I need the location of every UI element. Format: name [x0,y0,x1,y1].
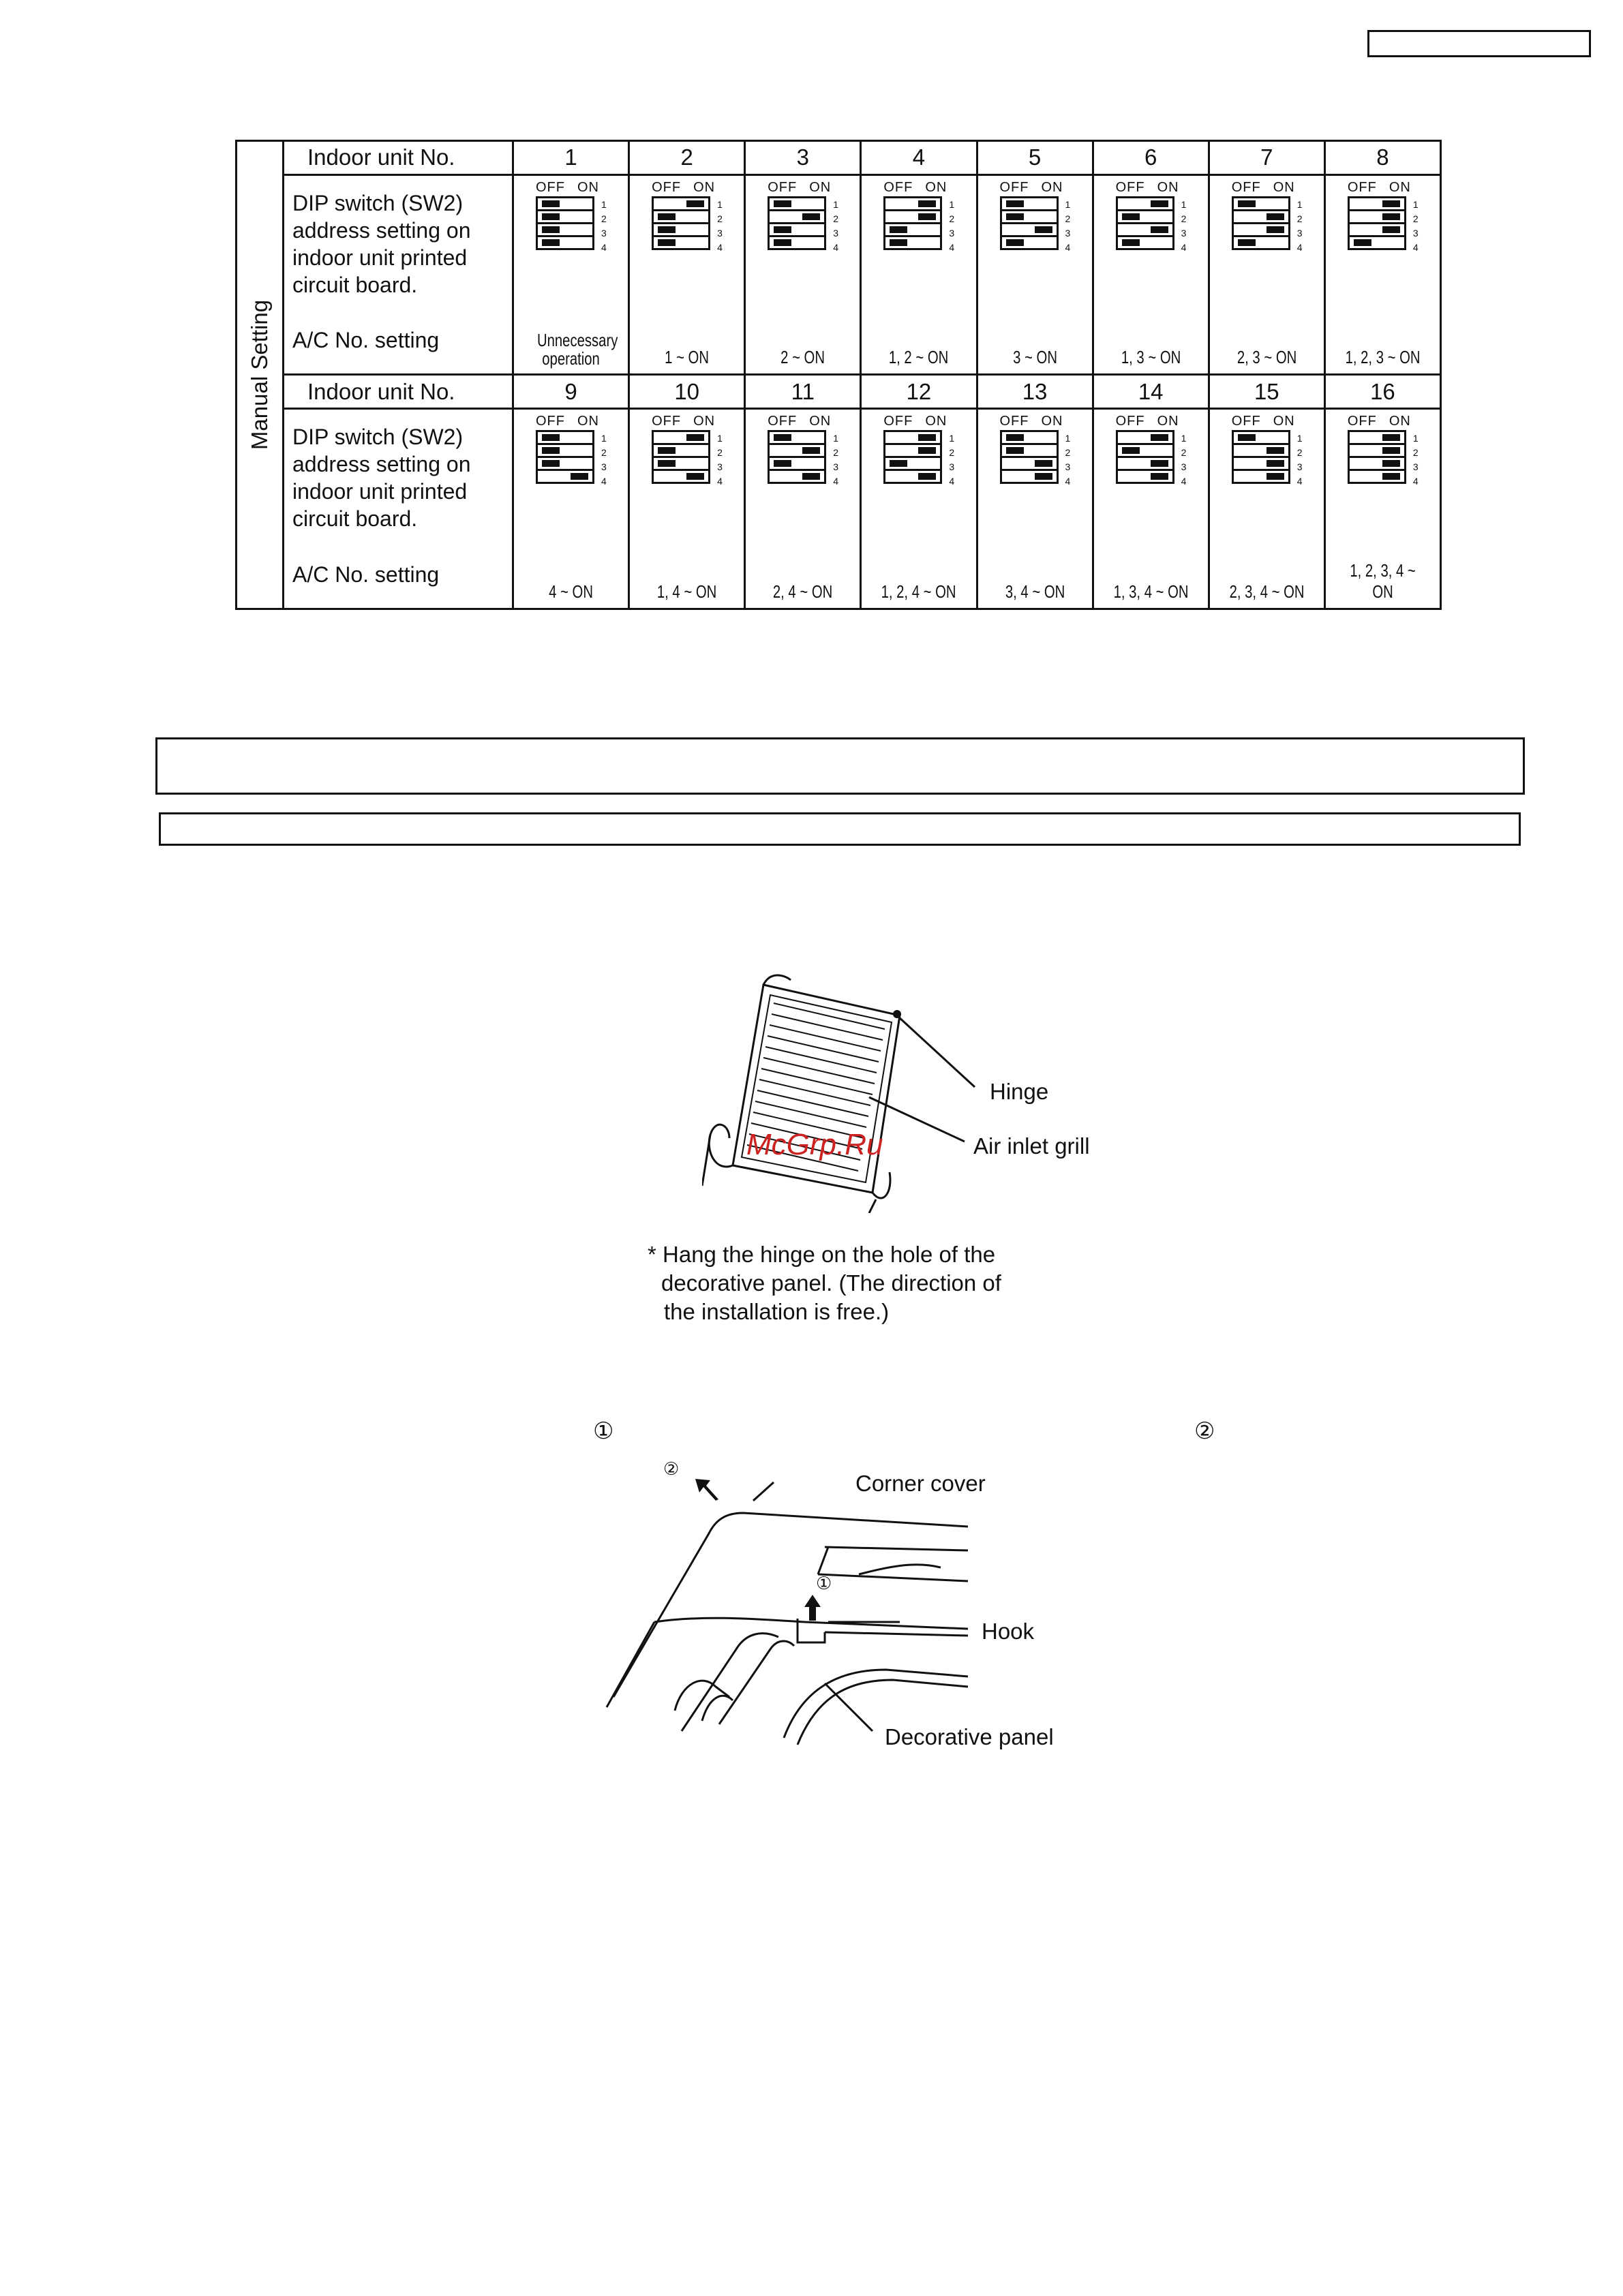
acno-setting-value: 4 ~ ON [549,581,593,602]
dip-switch-cell [513,174,629,375]
unit-no: 15 [1209,375,1324,409]
dip-switch-knob-on [1151,434,1168,441]
dip-switch-cell [1093,409,1209,609]
dip-switch-knob-off [542,239,560,246]
dip-switch-knob-off [658,213,676,220]
dip-switch-slot [1348,471,1406,484]
dip-switch-slot [1116,237,1174,250]
dip-switch-slot [1116,211,1174,224]
unit-no: 13 [977,375,1093,409]
dip-switch-slot [883,430,942,445]
off-on-label: OFF ON [999,414,1063,429]
dip-switch-knob-on [1035,460,1052,467]
dip-switch-slot [1232,445,1290,458]
off-on-label: OFF ON [1115,179,1179,195]
dip-switch-knob-on [1382,200,1400,207]
dip-switch-slot [536,211,594,224]
dip-switch-slot [652,445,710,458]
switch-digits: 1 2 3 4 [949,433,955,487]
unit-no: 10 [629,375,745,409]
dip-switch-knob-off [1354,239,1371,246]
dip-switch-slot [1000,471,1059,484]
switch-digits: 1 2 3 4 [717,198,723,253]
dip-switch-slot [1348,445,1406,458]
dip-switch-slot [1232,224,1290,237]
dip-switch-knob-off [1238,200,1256,207]
acno-setting-value: 1, 2, 3, 4 ~ ON [1350,560,1416,602]
corner-cover-label: Corner cover [855,1471,986,1496]
dip-switch-cell [861,174,977,375]
off-on-label: OFF ON [768,179,832,195]
dip-switch [768,430,826,484]
dip-switch-knob-on [1266,226,1284,233]
dip-switch-knob-on [1382,473,1400,480]
dip-switch-slot [883,196,942,211]
dip-switch-knob-on [1266,213,1284,220]
dip-switch-knob-on [686,473,704,480]
off-on-label: OFF ON [1347,179,1411,195]
off-on-label: OFF ON [1115,414,1179,429]
dip-switch-slot [1000,430,1059,445]
off-on-label: OFF ON [1231,414,1295,429]
dip-switch-knob-off [1006,434,1024,441]
dip-switch-knob-off [1006,200,1024,207]
dip-switch-cell [513,409,629,609]
dip-desc-line: address setting on [292,217,471,243]
dip-switch-slot [768,196,826,211]
dip-switch-cell [745,409,861,609]
dip-switch-slot [883,471,942,484]
dip-switch-slot [1000,237,1059,250]
off-on-label: OFF ON [536,414,599,429]
dip-switch-knob-on [1382,460,1400,467]
dip-switch-knob-off [658,447,676,454]
dip-switch-slot [883,237,942,250]
acno-label: A/C No. setting [292,328,440,353]
dip-desc-line: address setting on [292,452,471,477]
unit-no: 3 [745,141,861,175]
dip-desc-line: indoor unit printed [292,245,468,270]
dip-switch-knob-off [774,200,791,207]
dip-switch-knob-off [1238,239,1256,246]
dip-switch-knob-off [658,226,676,233]
dip-switch-cell [1093,174,1209,375]
acno-setting-value: Unnecessary operation [536,330,618,369]
dip-switch-knob-on [1035,473,1052,480]
dip-switch-slot [768,211,826,224]
switch-digits: 1 2 3 4 [833,198,839,253]
dip-switch-knob-off [542,447,560,454]
dip-switch-slot [768,458,826,471]
dip-switch-knob-on [918,434,936,441]
dip-switch-knob-on [1382,447,1400,454]
unit-no: 12 [861,375,977,409]
acno-setting-value: 2 ~ ON [780,347,825,368]
dip-switch-knob-on [1151,226,1168,233]
dip-switch-knob-off [774,239,791,246]
dip-switch-knob-off [1238,434,1256,441]
dip-description [284,174,513,375]
switch-digits: 1 2 3 4 [1412,198,1419,253]
dip-switch [536,196,594,250]
switch-digits: 1 2 3 4 [601,198,607,253]
unit-no: 6 [1093,141,1209,175]
off-on-label: OFF ON [1347,414,1411,429]
dip-row-1 [237,174,1441,375]
dip-switch-knob-on [802,213,820,220]
acno-setting-value: 1, 3, 4 ~ ON [1113,581,1189,602]
note-line: the installation is free.) [664,1299,890,1324]
dip-desc-line: DIP switch (SW2) [292,190,464,215]
dip-switch [768,196,826,250]
acno-setting-value: 3, 4 ~ ON [1005,581,1065,602]
unit-no: 14 [1093,375,1209,409]
dip-switch [1116,196,1174,250]
dip-switch-knob-on [1382,226,1400,233]
dip-switch-slot [768,430,826,445]
dip-switch-slot [768,237,826,250]
installation-note [648,1240,1001,1326]
dip-switch-slot [1348,237,1406,250]
switch-digits: 1 2 3 4 [1065,198,1071,253]
dip-switch-slot [1232,237,1290,250]
dip-switch-knob-on [918,447,936,454]
dip-switch-knob-off [542,200,560,207]
section-heading-box [155,737,1525,795]
dip-switch-slot [536,430,594,445]
dip-switch-cell [1209,409,1324,609]
dip-switch-knob-on [1151,473,1168,480]
dip-switch-slot [1348,458,1406,471]
acno-setting-value: 1, 3 ~ ON [1121,347,1181,368]
dip-switch-slot [1000,458,1059,471]
dip-switch-cell [861,409,977,609]
decorative-panel-label: Decorative panel [885,1724,1054,1749]
off-on-label: OFF ON [652,414,716,429]
dip-switch-slot [768,471,826,484]
dip-switch-knob-on [1151,200,1168,207]
unit-no: 16 [1324,375,1440,409]
subsection-heading-box [159,812,1521,846]
unit-number-row-1 [237,141,1441,175]
off-on-label: OFF ON [883,414,947,429]
dip-switch-cell [745,174,861,375]
hook-label: Hook [982,1619,1035,1644]
dip-switch-slot [883,445,942,458]
air-inlet-grill-label: Air inlet grill [973,1133,1090,1159]
dip-switch [1348,430,1406,484]
dip-switch-knob-on [1035,226,1052,233]
dip-switch-slot [536,237,594,250]
step-2-marker: ② [1194,1418,1215,1444]
dip-switch-slot [1116,445,1174,458]
note-line: decorative panel. (The direction of [661,1270,1001,1296]
header-box [1367,30,1591,57]
dip-switch-slot [883,458,942,471]
watermark: McGrp.Ru [746,1128,883,1161]
dip-switch [1232,430,1290,484]
dip-switch-slot [768,224,826,237]
dip-switch [1000,430,1059,484]
dip-switch-knob-off [542,226,560,233]
dip-description [284,409,513,609]
dip-switch-slot [536,445,594,458]
unit-no: 5 [977,141,1093,175]
dip-switch-knob-on [571,473,588,480]
dip-switch-table [235,140,1442,610]
acno-label: A/C No. setting [292,562,440,587]
dip-switch-knob-off [542,434,560,441]
dip-switch-slot [652,211,710,224]
dip-switch-slot [1000,196,1059,211]
dip-switch-slot [1116,196,1174,211]
dip-switch-knob-off [658,239,676,246]
dip-switch-cell [977,409,1093,609]
dip-switch-slot [536,196,594,211]
dip-switch-cell [1324,174,1440,375]
dip-switch [536,430,594,484]
dip-desc-line: circuit board. [292,506,418,532]
dip-switch-knob-off [1122,213,1140,220]
dip-row-2 [237,409,1441,609]
acno-setting-value: 1 ~ ON [665,347,710,368]
off-on-label: OFF ON [768,414,832,429]
air-inlet-grill-figure [702,968,1152,1213]
dip-switch-cell [1324,409,1440,609]
dip-switch-slot [536,224,594,237]
dip-switch-knob-on [918,200,936,207]
dip-switch-knob-off [890,239,907,246]
dip-switch-knob-on [802,447,820,454]
dip-switch [1348,196,1406,250]
off-on-label: OFF ON [999,179,1063,195]
dip-switch-knob-on [1266,473,1284,480]
dip-switch-slot [1348,430,1406,445]
dip-switch-slot [1000,211,1059,224]
dip-switch-slot [652,224,710,237]
dip-switch-slot [1348,196,1406,211]
dip-switch-slot [652,471,710,484]
dip-switch-slot [883,224,942,237]
unit-no: 9 [513,375,629,409]
off-on-label: OFF ON [1231,179,1295,195]
switch-digits: 1 2 3 4 [949,198,955,253]
dip-switch-knob-on [1382,434,1400,441]
dip-switch-cell [629,409,745,609]
dip-switch-knob-on [802,473,820,480]
note-line: * Hang the hinge on the hole of the [648,1242,996,1267]
dip-switch-knob-on [1382,213,1400,220]
hinge-label: Hinge [990,1079,1049,1104]
dip-switch-knob-off [542,213,560,220]
dip-switch-slot [1232,196,1290,211]
unit-no: 11 [745,375,861,409]
dip-switch-slot [1116,471,1174,484]
dip-switch-slot [652,237,710,250]
dip-switch-slot [1232,458,1290,471]
acno-setting-value: 2, 3 ~ ON [1237,347,1296,368]
acno-setting-value: 1, 2 ~ ON [889,347,949,368]
unit-no: 7 [1209,141,1324,175]
unit-number-row-2 [237,375,1441,409]
dip-desc-line: circuit board. [292,272,418,297]
unit-no: 1 [513,141,629,175]
switch-digits: 1 2 3 4 [601,433,607,487]
dip-switch-knob-off [890,460,907,467]
dip-switch-slot [1000,445,1059,458]
unit-no: 4 [861,141,977,175]
dip-switch-knob-off [1006,213,1024,220]
dip-desc-line: indoor unit printed [292,479,468,504]
acno-setting-value: 1, 2, 3 ~ ON [1345,347,1421,368]
indoor-unit-label: Indoor unit No. [284,141,513,175]
dip-switch-knob-on [1266,460,1284,467]
step-1-arrow-marker: ① [816,1573,832,1593]
dip-switch-slot [1116,458,1174,471]
dip-switch-knob-off [774,460,791,467]
off-on-label: OFF ON [883,179,947,195]
off-on-label: OFF ON [652,179,716,195]
dip-switch-knob-off [658,460,676,467]
acno-setting-value: 2, 4 ~ ON [773,581,833,602]
switch-digits: 1 2 3 4 [1181,198,1187,253]
dip-switch-slot [1000,224,1059,237]
switch-digits: 1 2 3 4 [1412,433,1419,487]
dip-switch-knob-on [1151,460,1168,467]
dip-switch-slot [1232,211,1290,224]
acno-setting-value: 3 ~ ON [1012,347,1057,368]
dip-switch-slot [652,458,710,471]
dip-desc-line: DIP switch (SW2) [292,425,464,450]
dip-switch-knob-off [1006,239,1024,246]
dip-switch [883,430,942,484]
dip-switch-slot [1116,224,1174,237]
dip-switch-slot [1232,471,1290,484]
switch-digits: 1 2 3 4 [1065,433,1071,487]
dip-switch-knob-on [686,434,704,441]
switch-digits: 1 2 3 4 [833,433,839,487]
dip-switch [883,196,942,250]
dip-switch-knob-off [1006,447,1024,454]
step-1-marker: ① [593,1418,614,1444]
dip-switch-slot [1348,211,1406,224]
dip-switch-knob-on [918,473,936,480]
dip-switch-slot [1348,224,1406,237]
dip-switch-knob-off [774,434,791,441]
acno-setting-value: 2, 3, 4 ~ ON [1229,581,1305,602]
dip-switch-slot [1116,430,1174,445]
step-2-arrow-marker: ② [663,1458,680,1479]
dip-switch-knob-on [1266,447,1284,454]
dip-switch-cell [977,174,1093,375]
off-on-label: OFF ON [536,179,599,195]
dip-switch-knob-off [542,460,560,467]
dip-switch-knob-on [918,213,936,220]
dip-switch-knob-off [1122,239,1140,246]
dip-switch-knob-off [774,226,791,233]
unit-no: 8 [1324,141,1440,175]
dip-switch [1116,430,1174,484]
dip-switch [1232,196,1290,250]
switch-digits: 1 2 3 4 [1296,198,1303,253]
dip-switch-knob-on [686,200,704,207]
acno-setting-value: 1, 4 ~ ON [657,581,717,602]
dip-switch-cell [1209,174,1324,375]
switch-digits: 1 2 3 4 [1181,433,1187,487]
dip-switch-cell [629,174,745,375]
dip-switch-slot [883,211,942,224]
dip-switch-knob-off [1122,447,1140,454]
switch-digits: 1 2 3 4 [717,433,723,487]
manual-setting-label: Manual Setting [247,299,272,450]
dip-switch-slot [768,445,826,458]
dip-switch-slot [652,196,710,211]
dip-switch [652,196,710,250]
dip-switch-slot [536,471,594,484]
dip-switch [652,430,710,484]
acno-setting-value: 1, 2, 4 ~ ON [881,581,956,602]
switch-digits: 1 2 3 4 [1296,433,1303,487]
dip-switch-knob-off [890,226,907,233]
dip-switch-slot [652,430,710,445]
dip-switch [1000,196,1059,250]
unit-no: 2 [629,141,745,175]
side-cell [237,141,284,609]
dip-switch-slot [1232,430,1290,445]
dip-switch-slot [536,458,594,471]
indoor-unit-label: Indoor unit No. [284,375,513,409]
